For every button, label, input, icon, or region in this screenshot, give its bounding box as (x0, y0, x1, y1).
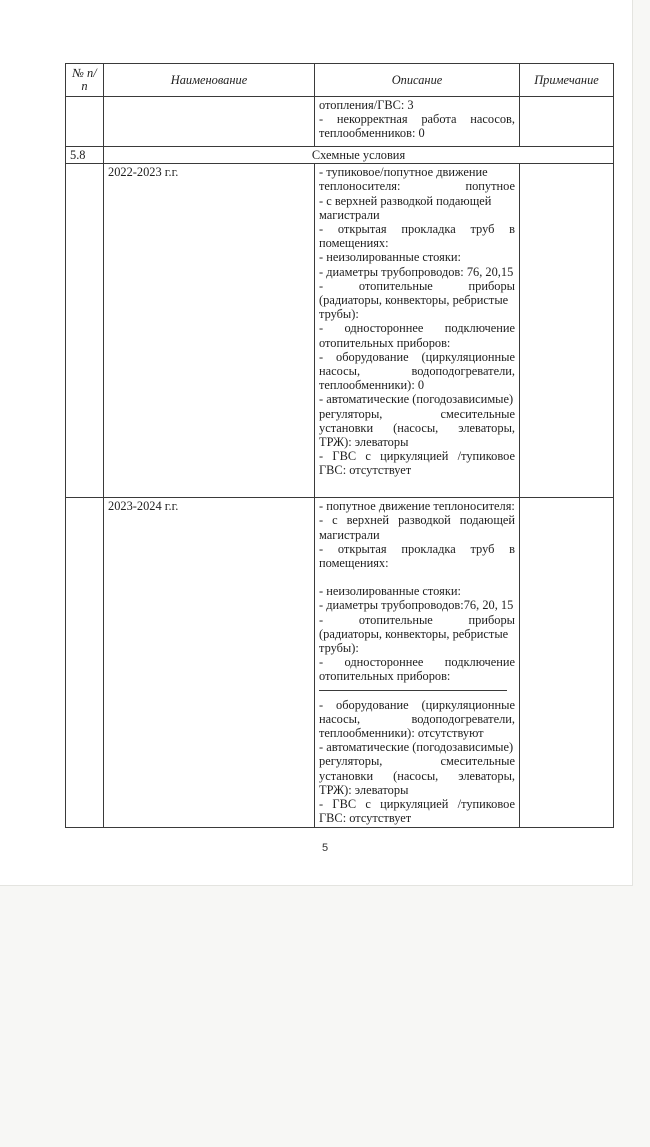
blank-line (319, 570, 515, 584)
description-line: - некорректная работа насосов, (319, 112, 515, 127)
description-line: - оборудование (циркуляционные (319, 697, 515, 712)
description-line: - ГВС с циркуляцией /тупиковое (319, 797, 515, 812)
description-line: (радиаторы, конвекторы, ребристые (319, 293, 509, 308)
description-line: - неизолированные стояки: (319, 584, 461, 599)
conditions-table (65, 63, 614, 828)
description-line: - ГВС с циркуляцией /тупиковое (319, 449, 515, 464)
description-line: ТРЖ): элеваторы (319, 435, 409, 450)
description-line: теплообменников: 0 (319, 126, 425, 141)
description-line: - одностороннее подключение (319, 655, 515, 670)
description-line: помещениях: (319, 236, 389, 251)
description-line: ГВС: отсутствует (319, 463, 412, 478)
row-description (315, 498, 520, 828)
description-line: отопительных приборов: (319, 669, 451, 684)
description-line: - отопительные приборы (319, 612, 515, 627)
row-num-cell (66, 498, 104, 828)
description-line: - открытая прокладка труб в (319, 541, 515, 556)
description-line: установки (насосы, элеваторы, (319, 768, 515, 783)
signature-rule (319, 684, 507, 691)
description-line: трубы): (319, 307, 359, 322)
description-line: насосы, водоподогреватели, (319, 711, 515, 726)
continuation-name-cell (104, 97, 315, 147)
description-line: ГВС: отсутствует (319, 811, 412, 826)
description-line: - отопительные приборы (319, 278, 515, 293)
description-line: - тупиковое/попутное движение (319, 165, 488, 180)
description-line: - одностороннее подключение (319, 321, 515, 336)
description-line: регуляторы, смесительные (319, 406, 515, 421)
description-line: ТРЖ): элеваторы (319, 782, 409, 797)
period-label: 2023-2024 г.г. (104, 498, 315, 828)
section-title: Схемные условия (104, 147, 614, 164)
table-row (66, 498, 614, 828)
row-num-cell (66, 164, 104, 498)
description-line: установки (насосы, элеваторы, (319, 420, 515, 435)
description-line: - неизолированные стояки: (319, 250, 461, 265)
header-num: № п/п (66, 64, 104, 97)
description-line: трубы): (319, 641, 359, 656)
description-line: отопления/ГВС: 3 (319, 98, 414, 112)
description-line: - автоматические (погодозависимые) (319, 740, 514, 755)
description-line: - автоматические (погодозависимые) (319, 392, 514, 407)
row-description (315, 164, 520, 498)
description-line: теплообменники): 0 (319, 378, 425, 393)
description-line: (радиаторы, конвекторы, ребристые (319, 626, 509, 641)
table-row (66, 164, 614, 498)
header-description: Описание (315, 64, 520, 97)
row-note-cell (520, 164, 614, 498)
description-line: регуляторы, смесительные (319, 754, 515, 769)
description-line: магистрали (319, 527, 380, 542)
description-line: насосы, водоподогреватели, (319, 364, 515, 379)
section-number: 5.8 (66, 147, 104, 164)
description-line: - диаметры трубопроводов: 76, 20,15 (319, 264, 514, 279)
description-line: помещениях: (319, 556, 389, 571)
row-note-cell (520, 498, 614, 828)
description-line: магистрали (319, 207, 380, 222)
description-line: - попутное движение теплоносителя: (319, 499, 515, 514)
description-line: - диаметры трубопроводов:76, 20, 15 (319, 598, 514, 613)
continuation-note-cell (520, 97, 614, 147)
table-header-row (66, 64, 614, 97)
description-line: теплоносителя: попутное (319, 179, 515, 194)
continuation-description (315, 97, 520, 147)
description-line: - открытая прокладка труб в (319, 222, 515, 237)
page-number: 5 (321, 842, 329, 854)
continuation-num-cell (66, 97, 104, 147)
header-name: Наименование (104, 64, 315, 97)
description-line: - с верхней разводкой подающей (319, 193, 492, 208)
description-line: - оборудование (циркуляционные (319, 349, 515, 364)
continuation-row (66, 97, 614, 147)
description-line: отопительных приборов: (319, 335, 451, 350)
description-line: теплообменники): отсутствуют (319, 726, 484, 741)
period-label: 2022-2023 г.г. (104, 164, 315, 498)
section-row (66, 147, 614, 164)
description-line: - с верхней разводкой подающей (319, 513, 515, 528)
header-note: Примечание (520, 64, 614, 97)
